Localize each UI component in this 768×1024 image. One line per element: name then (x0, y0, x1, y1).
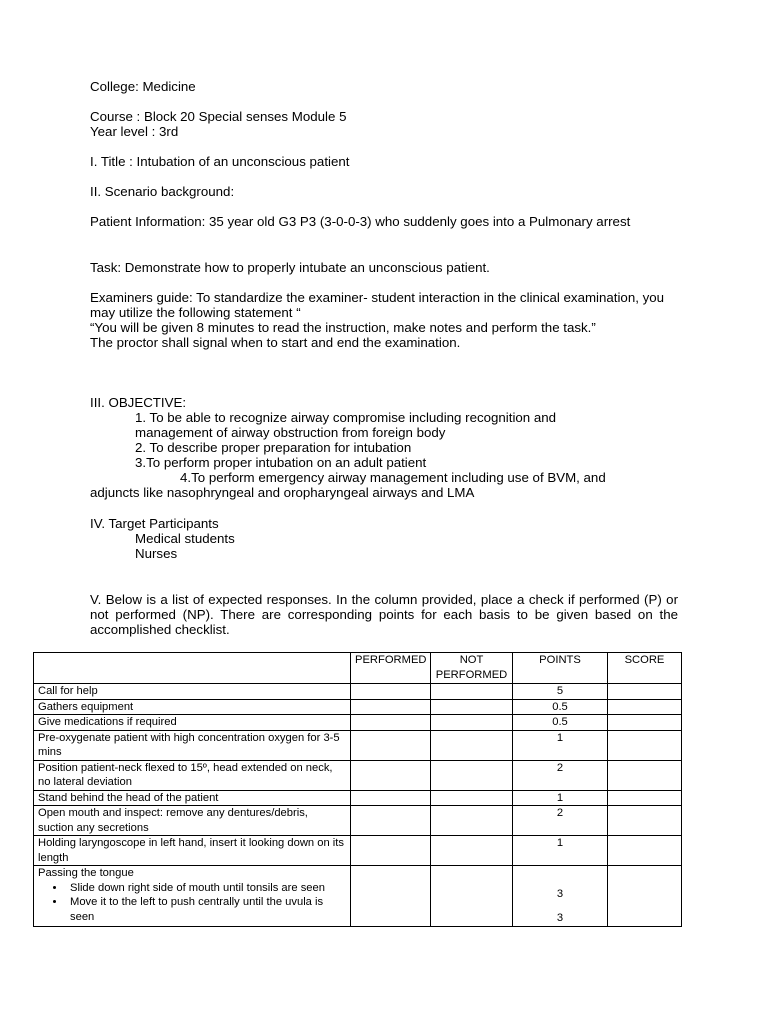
list-item: • Move it to the left to push centrally until the uvula is seen (66, 895, 346, 924)
checklist-instructions: V. Below is a list of expected responses. In the column provided, place a check if performed (P) or not performed (NP). There are corresponding points for each basis to be given based on the accomplished checklist. (90, 592, 678, 637)
performed-check-cell[interactable] (351, 836, 431, 866)
points-cell (513, 866, 608, 927)
task-cell: Holding laryngoscope in left hand, insert it looking down on its length (34, 836, 351, 866)
score-cell[interactable] (608, 760, 682, 790)
not-performed-check-cell[interactable] (431, 790, 513, 806)
objectives-heading: III. OBJECTIVE: (90, 395, 187, 410)
not-performed-check-cell[interactable] (431, 866, 513, 927)
list-item: • Slide down right side of mouth until tonsils are seen (66, 881, 346, 896)
performed-check-cell[interactable] (351, 866, 431, 927)
course-line: Course : Block 20 Special senses Module 5 (90, 109, 347, 124)
objective-4b: adjuncts like nasophryngeal and oropharyngeal airways and LMA (90, 485, 475, 500)
scenario-heading: II. Scenario background: (90, 184, 235, 199)
table-row (34, 684, 682, 700)
table-row (34, 806, 682, 836)
not-performed-check-cell[interactable] (431, 699, 513, 715)
points-cell: 0.5 (513, 699, 608, 715)
objective-4a: 4.To perform emergency airway management including use of BVM, and (180, 470, 606, 485)
year-level-line: Year level : 3rd (90, 124, 179, 139)
not-performed-check-cell[interactable] (431, 715, 513, 731)
proctor-line: The proctor shall signal when to start and end the examination. (90, 335, 461, 350)
table-row (34, 760, 682, 790)
score-cell[interactable] (608, 715, 682, 731)
score-cell[interactable] (608, 836, 682, 866)
points-cell: 2 (513, 760, 608, 790)
points-cell: 1 (513, 790, 608, 806)
table-row (34, 836, 682, 866)
bullet-points-value: 3 (556, 887, 564, 900)
table-header-row (34, 653, 682, 684)
performed-check-cell[interactable] (351, 806, 431, 836)
task-cell: Gathers equipment (34, 699, 351, 715)
bullet-points-value: 3 (556, 911, 564, 924)
table-row (34, 730, 682, 760)
points-cell: 1 (513, 730, 608, 760)
score-cell[interactable] (608, 699, 682, 715)
score-cell[interactable] (608, 730, 682, 760)
score-column-header: SCORE (608, 653, 682, 684)
performed-check-cell[interactable] (351, 684, 431, 700)
task-line: Task: Demonstrate how to properly intubate an unconscious patient. (90, 260, 490, 275)
score-cell[interactable] (608, 806, 682, 836)
task-column-header (34, 653, 351, 684)
examiner-quote: “You will be given 8 minutes to read the instruction, make notes and perform the task.” (90, 320, 596, 335)
points-cell: 1 (513, 836, 608, 866)
points-cell: 0.5 (513, 715, 608, 731)
table-row (34, 790, 682, 806)
not-performed-check-cell[interactable] (431, 836, 513, 866)
not-performed-check-cell[interactable] (431, 684, 513, 700)
participants-heading: IV. Target Participants (90, 516, 219, 531)
task-cell: Stand behind the head of the patient (34, 790, 351, 806)
participant-item: Nurses (135, 546, 178, 561)
score-cell[interactable] (608, 684, 682, 700)
objective-2: 2. To describe proper preparation for intubation (135, 440, 412, 455)
performed-check-cell[interactable] (351, 760, 431, 790)
examiners-guide: Examiners guide: To standardize the examiner- student interaction in the clinical examination, you may utilize the following statement “ (90, 290, 665, 320)
participant-item: Medical students (135, 531, 235, 546)
title-line: I. Title : Intubation of an unconscious patient (90, 154, 350, 169)
table-row (34, 715, 682, 731)
points-cell: 5 (513, 684, 608, 700)
performed-check-cell[interactable] (351, 790, 431, 806)
objective-1b: management of airway obstruction from foreign body (135, 425, 446, 440)
checklist-table (33, 652, 682, 927)
points-column-header: POINTS (513, 653, 608, 684)
performed-column-header: PERFORMED (351, 653, 431, 684)
table-row-passing-tongue (34, 866, 682, 927)
task-cell: Open mouth and inspect: remove any dentures/debris, suction any secretions (34, 806, 351, 836)
patient-information: Patient Information: 35 year old G3 P3 (3-0-0-3) who suddenly goes into a Pulmonary arrest (90, 214, 631, 229)
not-performed-check-cell[interactable] (431, 730, 513, 760)
objective-3: 3.To perform proper intubation on an adult patient (135, 455, 427, 470)
tongue-steps-list (38, 881, 346, 925)
score-cell[interactable] (608, 866, 682, 927)
objective-1a: 1. To be able to recognize airway compromise including recognition and (135, 410, 557, 425)
performed-check-cell[interactable] (351, 699, 431, 715)
task-cell (34, 866, 351, 927)
task-cell: Position patient-neck flexed to 15º, head extended on neck, no lateral deviation (34, 760, 351, 790)
performed-check-cell[interactable] (351, 715, 431, 731)
score-cell[interactable] (608, 790, 682, 806)
not-performed-check-cell[interactable] (431, 806, 513, 836)
not-performed-check-cell[interactable] (431, 760, 513, 790)
tongue-heading: Passing the tongue (38, 867, 134, 879)
points-cell: 2 (513, 806, 608, 836)
task-cell: Give medications if required (34, 715, 351, 731)
not-performed-column-header: NOT PERFORMED (431, 653, 513, 684)
table-row (34, 699, 682, 715)
task-cell: Call for help (34, 684, 351, 700)
task-cell: Pre-oxygenate patient with high concentration oxygen for 3-5 mins (34, 730, 351, 760)
performed-check-cell[interactable] (351, 730, 431, 760)
college-line: College: Medicine (90, 79, 196, 94)
